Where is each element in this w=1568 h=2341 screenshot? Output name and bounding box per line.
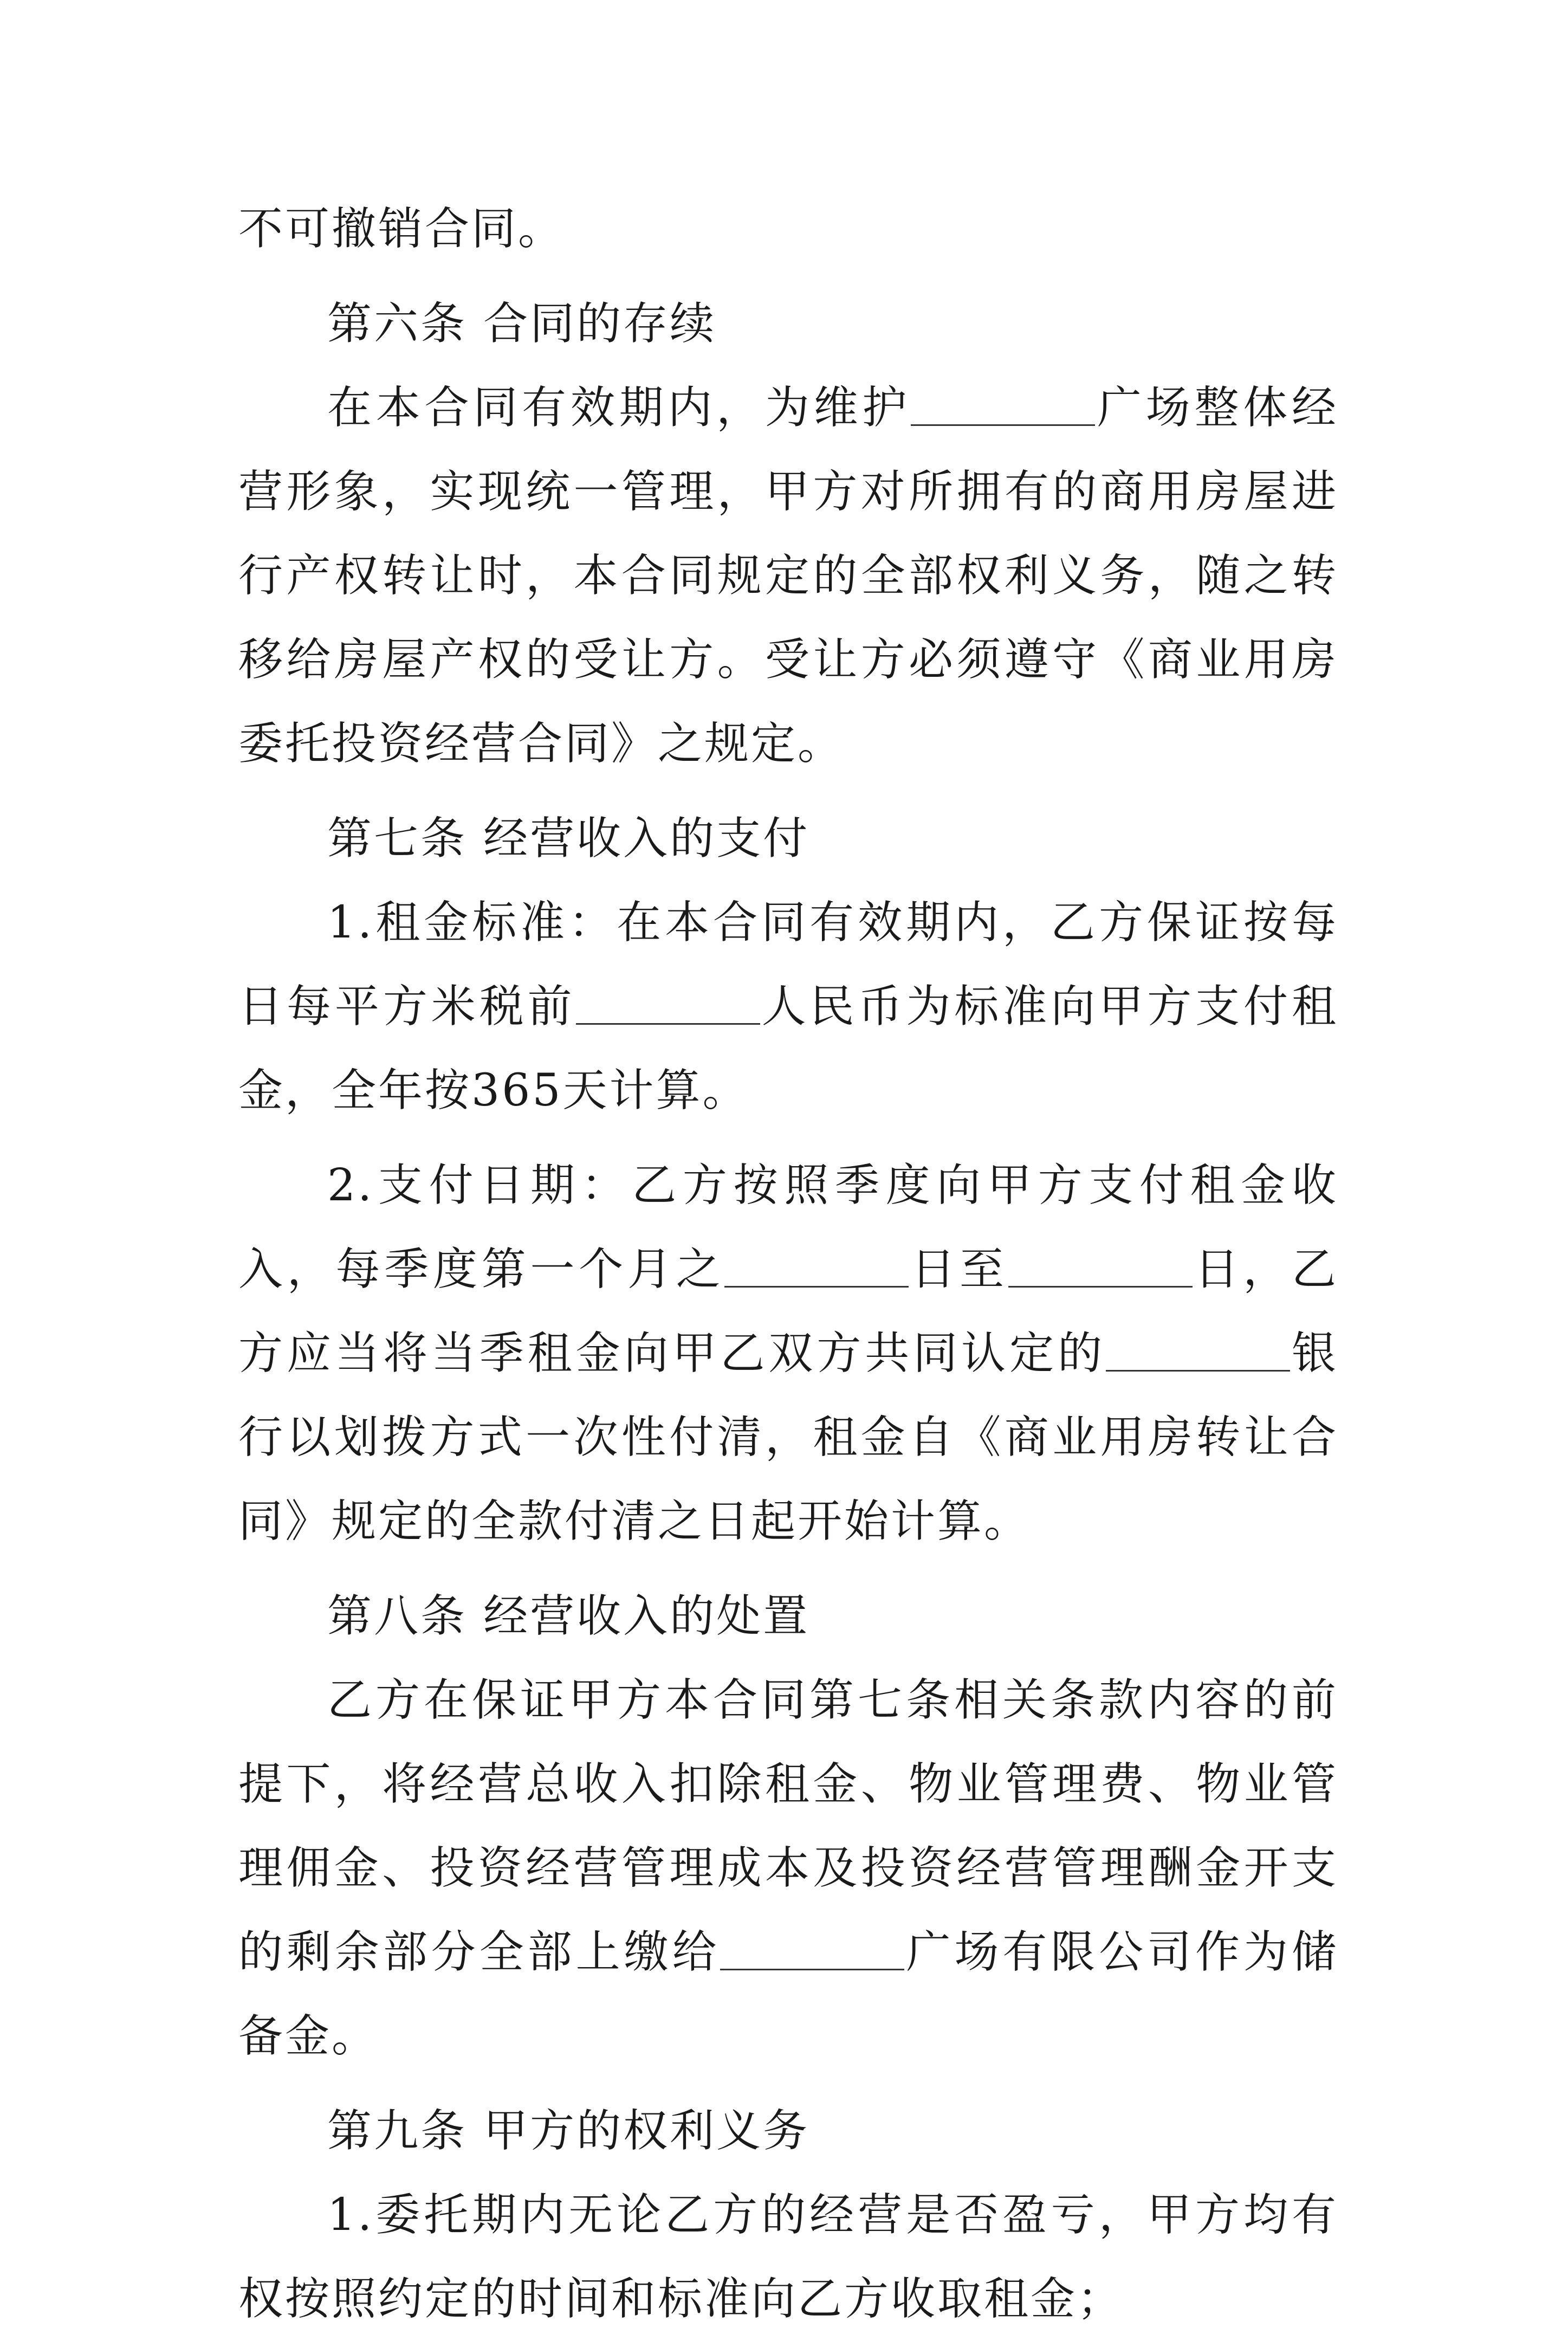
text-run: 在本合同有效期内，为维护 — [327, 382, 911, 434]
text-run: 银行以划拨方式一次性付清，租金自《商业用房转让合同》规定的全款付清之日起开始计算。 — [238, 1328, 1338, 1547]
paragraph-gap — [238, 2078, 1338, 2089]
paragraph-gap — [238, 786, 1338, 797]
text-run: 广场整体经营形象，实现统一管理，甲方对所拥有的商用房屋进行产权转让时，本合同规定的全部权利义务，随之转移给房屋产权的受让方。受让方必须遵守《商业用房委托投资经营合同》之规定。 — [238, 382, 1338, 769]
text-run: 1.委托期内无论乙方的经营是否盈亏，甲方均有权按照约定的时间和标准向乙方收取租金； — [238, 2189, 1338, 2325]
fill-in-blank — [720, 1924, 904, 1970]
fill-in-blank — [911, 380, 1095, 426]
paragraph — [238, 2173, 1338, 2341]
article-heading — [238, 282, 1338, 366]
paragraph — [238, 1143, 1338, 1563]
text-run: 乙方在保证甲方本合同第七条相关条款内容的前提下，将经营总收入扣除租金、物业管理费、物业管理佣金、投资经营管理成本及投资经营管理酬金开支的剩余部分全部上缴给 — [238, 1674, 1338, 1978]
paragraph — [238, 366, 1338, 786]
fill-in-blank — [1008, 1241, 1193, 1288]
article-heading — [238, 2089, 1338, 2173]
text-run: 广场有限公司作为储备金。 — [238, 1926, 1338, 2062]
paragraph — [238, 187, 1338, 271]
text-run: 人民币为标准向甲方支付租金，全年按365天计算。 — [238, 981, 1338, 1116]
text-run: 1.租金标准：在本合同有效期内，乙方保证按每日每平方米税前 — [238, 897, 1338, 1032]
text-run: 日，乙方应当将当季租金向甲乙双方共同认定的 — [238, 1244, 1338, 1379]
document-body — [238, 187, 1338, 2341]
article-heading — [238, 797, 1338, 881]
paragraph-gap — [238, 271, 1338, 282]
article-heading — [238, 1574, 1338, 1658]
paragraph — [238, 1658, 1338, 2078]
paragraph-gap — [238, 1133, 1338, 1143]
paragraph-gap — [238, 1563, 1338, 1574]
fill-in-blank — [576, 979, 760, 1025]
text-run: 第九条 甲方的权利义务 — [327, 2105, 810, 2157]
text-run: 第八条 经营收入的处置 — [327, 1590, 810, 1642]
text-run: 第六条 合同的存续 — [327, 298, 717, 350]
text-run: 不可撤销合同。 — [238, 203, 565, 255]
text-run: 第七条 经营收入的支付 — [327, 813, 810, 864]
fill-in-blank — [1106, 1325, 1290, 1372]
fill-in-blank — [724, 1241, 909, 1288]
text-run: 日至 — [909, 1244, 1008, 1295]
paragraph — [238, 881, 1338, 1133]
text-run: 2.支付日期：乙方按照季度向甲方支付租金收入，每季度第一个月之 — [238, 1160, 1338, 1295]
